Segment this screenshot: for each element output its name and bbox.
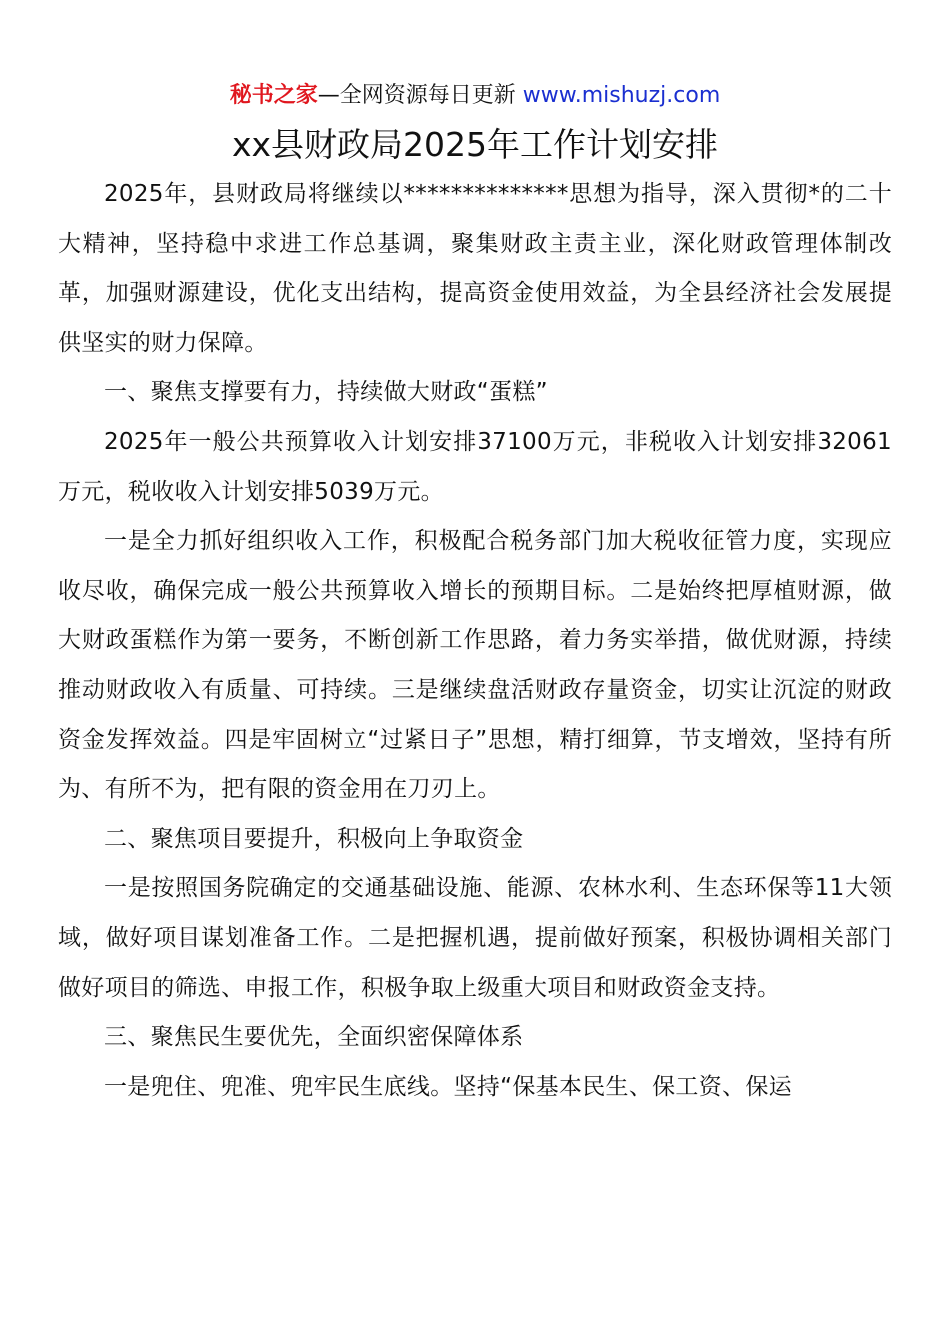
banner-site-link[interactable]: www.mishuzj.com	[522, 83, 721, 108]
document-title: xx县财政局2025年工作计划安排	[231, 125, 719, 164]
intro-paragraph: 2025年，县财政局将继续以**************思想为指导，深入贯彻*的二十大精神，坚持稳中求进工作总基调，聚集财政主责主业，深化财政管理体制改革，加强财源建设，优化支出结构，提高资金使用效益，为全县经济社会发展提供坚实的财力保障。	[58, 181, 892, 356]
section-3-paragraph-1: 一是兜住、兜准、兜牢民生底线。坚持“保基本民生、保工资、保运	[104, 1073, 792, 1100]
section-2-paragraph-1: 一是按照国务院确定的交通基础设施、能源、农林水利、生态环保等11大领域，做好项目谋划准备工作。二是把握机遇，提前做好预案，积极协调相关部门做好项目的筛选、申报工作，积极争取上级重大项目和财政资金支持。	[58, 875, 892, 1001]
section-1-paragraph-2: 一是全力抓好组织收入工作，积极配合税务部门加大税收征管力度，实现应收尽收，确保完成一般公共预算收入增长的预期目标。二是始终把厚植财源，做大财政蛋糕作为第一要务，不断创新工作思路，着力务实举措，做优财源，持续推动财政收入有质量、可持续。三是继续盘活财政存量资金，切实让沉淀的财政资金发挥效益。四是牢固树立“过紧日子”思想，精打细算，节支增效，坚持有所为、有所不为，把有限的资金用在刀刃上。	[58, 528, 892, 803]
section-heading-1: 一、聚焦支撑要有力，持续做大财政“蛋糕”	[104, 379, 548, 406]
section-1-paragraph-1: 2025年一般公共预算收入计划安排37100万元，非税收入计划安排32061万元，税收收入计划安排5039万元。	[58, 428, 892, 505]
banner-brand: 秘书之家	[229, 83, 318, 108]
document-body	[58, 170, 892, 1112]
section-heading-3: 三、聚焦民生要优先，全面织密保障体系	[104, 1024, 524, 1051]
banner-tagline: —全网资源每日更新	[317, 83, 523, 108]
site-banner	[0, 80, 950, 112]
section-heading-2: 二、聚焦项目要提升，积极向上争取资金	[104, 825, 524, 852]
